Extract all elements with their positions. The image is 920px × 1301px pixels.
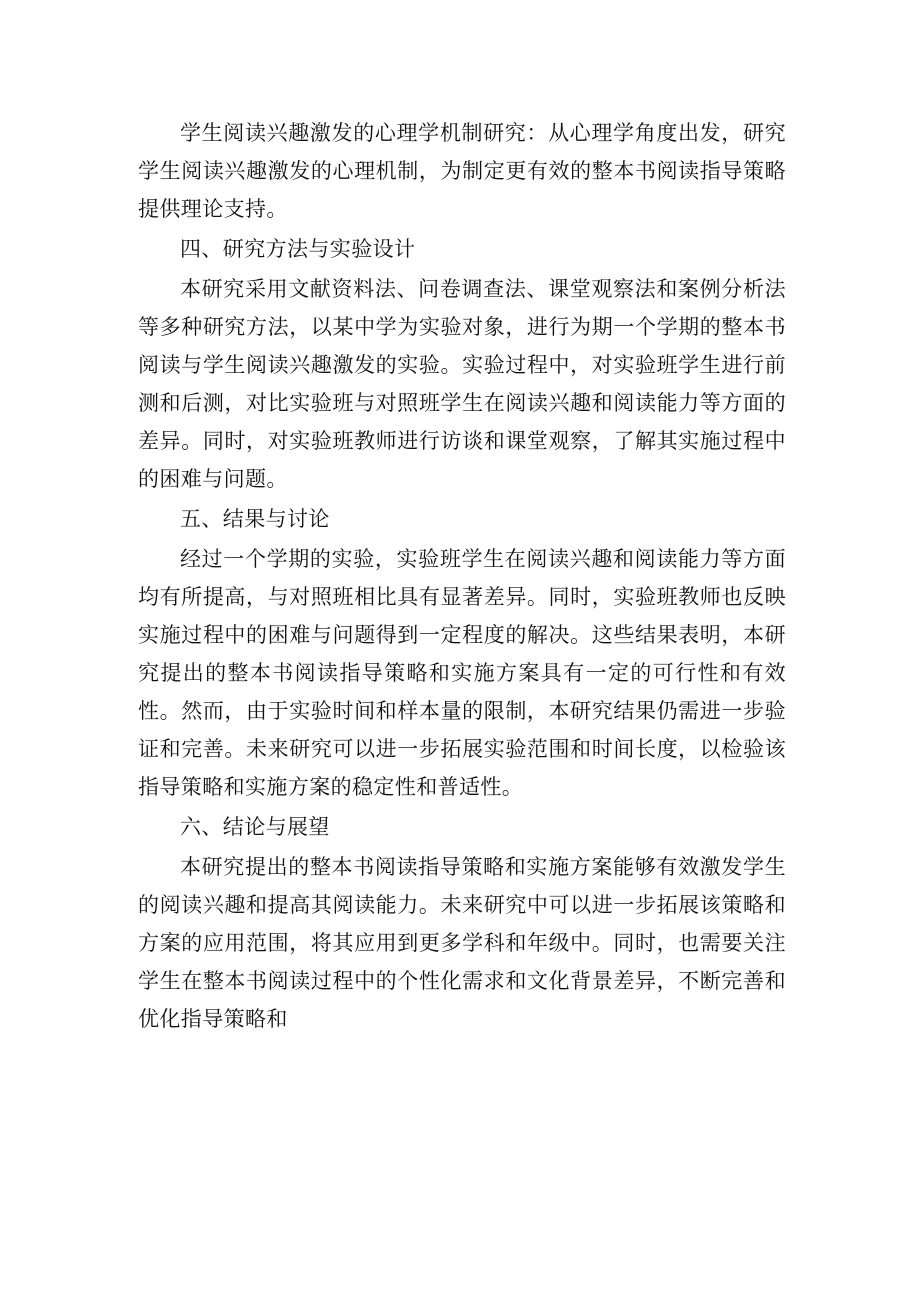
paragraph-methods: 本研究采用文献资料法、问卷调查法、课堂观察法和案例分析法等多种研究方法，以某中学为实验对象，进行为期一个学期的整本书阅读与学生阅读兴趣激发的实验。实验过程中，对实验班学生进行前测和后测，对比实验班与对照班学生在阅读兴趣和阅读能力等方面的差异。同时，对实验班教师进行访谈和课堂观察，了解其实施过程中的困难与问题。 bbox=[138, 277, 786, 491]
section-heading-methods: 四、研究方法与实验设计 bbox=[180, 237, 416, 261]
section-heading-conclusion: 六、结论与展望 bbox=[180, 815, 330, 839]
document-page bbox=[138, 114, 786, 1038]
paragraph-conclusion: 本研究提出的整本书阅读指导策略和实施方案能够有效激发学生的阅读兴趣和提高其阅读能力。未来研究中可以进一步拓展该策略和方案的应用范围，将其应用到更多学科和年级中。同时，也需要关注学生在整本书阅读过程中的个性化需求和文化背景差异，不断完善和优化指导策略和 bbox=[138, 855, 786, 1031]
section-heading-results: 五、结果与讨论 bbox=[180, 507, 330, 531]
paragraph-psychology-mechanism: 学生阅读兴趣激发的心理学机制研究：从心理学角度出发，研究学生阅读兴趣激发的心理机制，为制定更有效的整本书阅读指导策略提供理论支持。 bbox=[138, 121, 786, 221]
paragraph-results: 经过一个学期的实验，实验班学生在阅读兴趣和阅读能力等方面均有所提高，与对照班相比具有显著差异。同时，实验班教师也反映实施过程中的困难与问题得到一定程度的解决。这些结果表明，本研究提出的整本书阅读指导策略和实施方案具有一定的可行性和有效性。然而，由于实验时间和样本量的限制，本研究结果仍需进一步验证和完善。未来研究可以进一步拓展实验范围和时间长度，以检验该指导策略和实施方案的稳定性和普适性。 bbox=[138, 547, 786, 799]
